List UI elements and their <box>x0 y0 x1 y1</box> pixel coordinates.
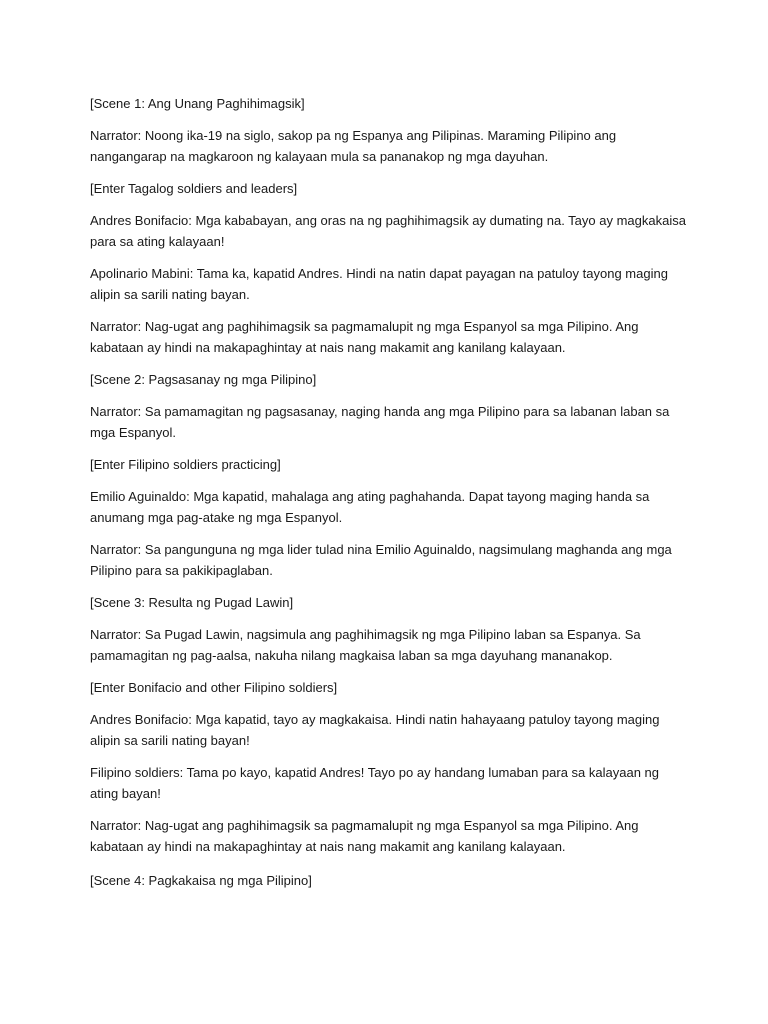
stage-direction: [Enter Bonifacio and other Filipino soldiers] <box>90 680 338 695</box>
scene-heading: [Scene 1: Ang Unang Paghihimagsik] <box>90 96 305 111</box>
stage-direction: [Enter Tagalog soldiers and leaders] <box>90 181 298 196</box>
document-page <box>90 93 690 902</box>
dialogue-line: Andres Bonifacio: Mga kababayan, ang oras na ng paghihimagsik ay dumating na. Tayo ay magkakaisa para sa ating kalayaan! <box>90 213 686 249</box>
dialogue-line: Apolinario Mabini: Tama ka, kapatid Andres. Hindi na natin dapat payagan na patuloy tayong maging alipin sa sarili nating bayan. <box>90 266 668 302</box>
narrator-line: Narrator: Sa Pugad Lawin, nagsimula ang paghihimagsik ng mga Pilipino laban sa Espanya. Sa pamamagitan ng pag-aalsa, nakuha nilang magkaisa laban sa mga dayuhang mananakop. <box>90 627 641 663</box>
dialogue-line: Andres Bonifacio: Mga kapatid, tayo ay magkakaisa. Hindi natin hahayaang patuloy tayong maging alipin sa sarili nating bayan! <box>90 712 660 748</box>
scene-heading: [Scene 3: Resulta ng Pugad Lawin] <box>90 595 294 610</box>
dialogue-line: Emilio Aguinaldo: Mga kapatid, mahalaga ang ating paghahanda. Dapat tayong maging handa sa anumang mga pag-atake ng mga Espanyol. <box>90 489 650 525</box>
stage-direction: [Enter Filipino soldiers practicing] <box>90 457 281 472</box>
narrator-line: Narrator: Sa pangunguna ng mga lider tulad nina Emilio Aguinaldo, nagsimulang maghanda ang mga Pilipino para sa pakikipaglaban. <box>90 542 672 578</box>
dialogue-line: Filipino soldiers: Tama po kayo, kapatid Andres! Tayo po ay handang lumaban para sa kalayaan ng ating bayan! <box>90 765 659 801</box>
narrator-line: Narrator: Sa pamamagitan ng pagsasanay, naging handa ang mga Pilipino para sa labanan laban sa mga Espanyol. <box>90 404 670 440</box>
narrator-line: Narrator: Nag-ugat ang paghihimagsik sa pagmamalupit ng mga Espanyol sa mga Pilipino. Ang kabataan ay hindi na makapaghintay at nais nang makamit ang kanilang kalayaan. <box>90 818 639 854</box>
narrator-line: Narrator: Nag-ugat ang paghihimagsik sa pagmamalupit ng mga Espanyol sa mga Pilipino. Ang kabataan ay hindi na makapaghintay at nais nang makamit ang kanilang kalayaan. <box>90 319 639 355</box>
scene-heading: [Scene 2: Pagsasanay ng mga Pilipino] <box>90 372 317 387</box>
scene-heading: [Scene 4: Pagkakaisa ng mga Pilipino] <box>90 873 312 888</box>
narrator-line: Narrator: Noong ika-19 na siglo, sakop pa ng Espanya ang Pilipinas. Maraming Pilipino ang nangangarap na magkaroon ng kalayaan mula sa pananakop ng mga dayuhan. <box>90 128 617 164</box>
